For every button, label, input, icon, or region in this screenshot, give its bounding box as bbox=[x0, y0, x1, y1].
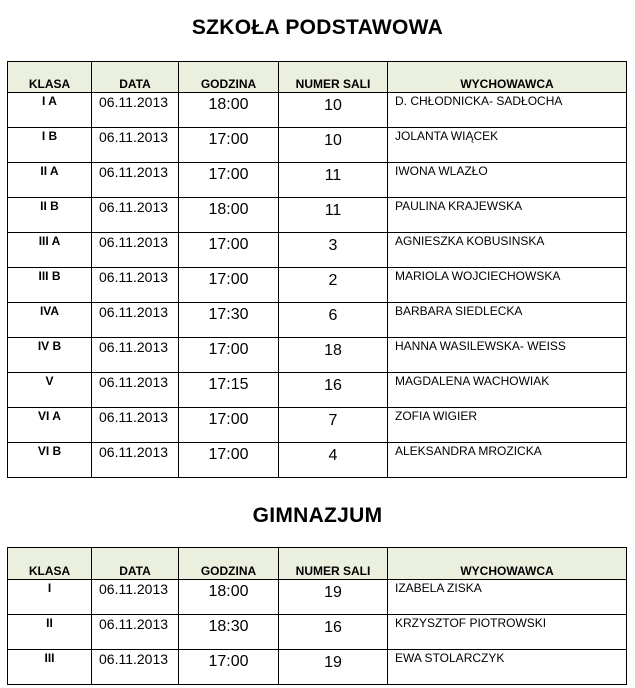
cell-wychowawca: JOLANTA WIĄCEK bbox=[388, 128, 627, 163]
header-godzina: GODZINA bbox=[179, 548, 279, 580]
table-header-row bbox=[8, 548, 627, 580]
table-header-row bbox=[8, 62, 627, 93]
cell-data: 06.11.2013 bbox=[92, 443, 179, 478]
cell-wychowawca: BARBARA SIEDLECKA bbox=[388, 303, 627, 338]
header-wychowawca: WYCHOWAWCA bbox=[388, 62, 627, 93]
cell-wychowawca: ZOFIA WIGIER bbox=[388, 408, 627, 443]
header-data: DATA bbox=[92, 548, 179, 580]
header-klasa: KLASA bbox=[8, 548, 92, 580]
cell-klasa: II B bbox=[8, 198, 92, 233]
cell-numer-sali: 7 bbox=[279, 408, 388, 443]
cell-wychowawca: IZABELA ZISKA bbox=[388, 580, 627, 615]
cell-numer-sali: 4 bbox=[279, 443, 388, 478]
cell-data: 06.11.2013 bbox=[92, 128, 179, 163]
table-row bbox=[8, 268, 627, 303]
header-godzina: GODZINA bbox=[179, 62, 279, 93]
cell-godzina: 17:30 bbox=[179, 303, 279, 338]
cell-data: 06.11.2013 bbox=[92, 373, 179, 408]
cell-godzina: 17:00 bbox=[179, 443, 279, 478]
cell-godzina: 17:00 bbox=[179, 128, 279, 163]
table-row bbox=[8, 233, 627, 268]
cell-godzina: 18:30 bbox=[179, 615, 279, 650]
table-row bbox=[8, 303, 627, 338]
cell-wychowawca: D. CHŁODNICKA- SADŁOCHA bbox=[388, 93, 627, 128]
header-data: DATA bbox=[92, 62, 179, 93]
cell-godzina: 17:00 bbox=[179, 233, 279, 268]
cell-klasa: I B bbox=[8, 128, 92, 163]
table-row bbox=[8, 373, 627, 408]
cell-data: 06.11.2013 bbox=[92, 303, 179, 338]
cell-numer-sali: 10 bbox=[279, 128, 388, 163]
cell-godzina: 17:00 bbox=[179, 268, 279, 303]
cell-data: 06.11.2013 bbox=[92, 615, 179, 650]
cell-numer-sali: 18 bbox=[279, 338, 388, 373]
cell-klasa: IVA bbox=[8, 303, 92, 338]
cell-godzina: 18:00 bbox=[179, 198, 279, 233]
cell-godzina: 17:00 bbox=[179, 163, 279, 198]
cell-data: 06.11.2013 bbox=[92, 650, 179, 685]
cell-data: 06.11.2013 bbox=[92, 580, 179, 615]
table-row bbox=[8, 580, 627, 615]
cell-klasa: II bbox=[8, 615, 92, 650]
cell-wychowawca: ALEKSANDRA MROZICKA bbox=[388, 443, 627, 478]
cell-data: 06.11.2013 bbox=[92, 233, 179, 268]
cell-data: 06.11.2013 bbox=[92, 198, 179, 233]
cell-klasa: III A bbox=[8, 233, 92, 268]
table-row bbox=[8, 128, 627, 163]
cell-godzina: 17:00 bbox=[179, 650, 279, 685]
table-row bbox=[8, 163, 627, 198]
cell-data: 06.11.2013 bbox=[92, 408, 179, 443]
cell-klasa: III B bbox=[8, 268, 92, 303]
cell-godzina: 17:00 bbox=[179, 408, 279, 443]
table-row bbox=[8, 650, 627, 685]
table-row bbox=[8, 93, 627, 128]
table-row bbox=[8, 443, 627, 478]
table-row bbox=[8, 338, 627, 373]
cell-wychowawca: EWA STOLARCZYK bbox=[388, 650, 627, 685]
cell-klasa: VI A bbox=[8, 408, 92, 443]
cell-klasa: I A bbox=[8, 93, 92, 128]
cell-klasa: VI B bbox=[8, 443, 92, 478]
cell-data: 06.11.2013 bbox=[92, 268, 179, 303]
cell-data: 06.11.2013 bbox=[92, 338, 179, 373]
cell-numer-sali: 16 bbox=[279, 615, 388, 650]
table-row bbox=[8, 198, 627, 233]
cell-wychowawca: MAGDALENA WACHOWIAK bbox=[388, 373, 627, 408]
cell-numer-sali: 11 bbox=[279, 163, 388, 198]
header-klasa: KLASA bbox=[8, 62, 92, 93]
gimnazjum-table bbox=[7, 547, 627, 685]
section-title-szkola-podstawowa: SZKOŁA PODSTAWOWA bbox=[191, 16, 444, 39]
cell-wychowawca: PAULINA KRAJEWSKA bbox=[388, 198, 627, 233]
cell-wychowawca: KRZYSZTOF PIOTROWSKI bbox=[388, 615, 627, 650]
cell-wychowawca: HANNA WASILEWSKA- WEISS bbox=[388, 338, 627, 373]
header-wychowawca: WYCHOWAWCA bbox=[388, 548, 627, 580]
cell-wychowawca: IWONA WLAZŁO bbox=[388, 163, 627, 198]
cell-godzina: 18:00 bbox=[179, 93, 279, 128]
cell-numer-sali: 19 bbox=[279, 650, 388, 685]
cell-numer-sali: 2 bbox=[279, 268, 388, 303]
cell-klasa: V bbox=[8, 373, 92, 408]
cell-data: 06.11.2013 bbox=[92, 163, 179, 198]
cell-godzina: 18:00 bbox=[179, 580, 279, 615]
cell-numer-sali: 10 bbox=[279, 93, 388, 128]
cell-godzina: 17:00 bbox=[179, 338, 279, 373]
cell-data: 06.11.2013 bbox=[92, 93, 179, 128]
cell-numer-sali: 3 bbox=[279, 233, 388, 268]
cell-numer-sali: 19 bbox=[279, 580, 388, 615]
cell-numer-sali: 16 bbox=[279, 373, 388, 408]
cell-numer-sali: 6 bbox=[279, 303, 388, 338]
table-row bbox=[8, 408, 627, 443]
szkola-podstawowa-table bbox=[7, 61, 627, 478]
cell-wychowawca: MARIOLA WOJCIECHOWSKA bbox=[388, 268, 627, 303]
cell-godzina: 17:15 bbox=[179, 373, 279, 408]
cell-klasa: IV B bbox=[8, 338, 92, 373]
table-row bbox=[8, 615, 627, 650]
cell-wychowawca: AGNIESZKA KOBUSINSKA bbox=[388, 233, 627, 268]
cell-numer-sali: 11 bbox=[279, 198, 388, 233]
cell-klasa: II A bbox=[8, 163, 92, 198]
header-numer-sali: NUMER SALI bbox=[279, 548, 388, 580]
cell-klasa: III bbox=[8, 650, 92, 685]
header-numer-sali: NUMER SALI bbox=[279, 62, 388, 93]
section-title-gimnazjum: GIMNAZJUM bbox=[252, 504, 383, 527]
cell-klasa: I bbox=[8, 580, 92, 615]
